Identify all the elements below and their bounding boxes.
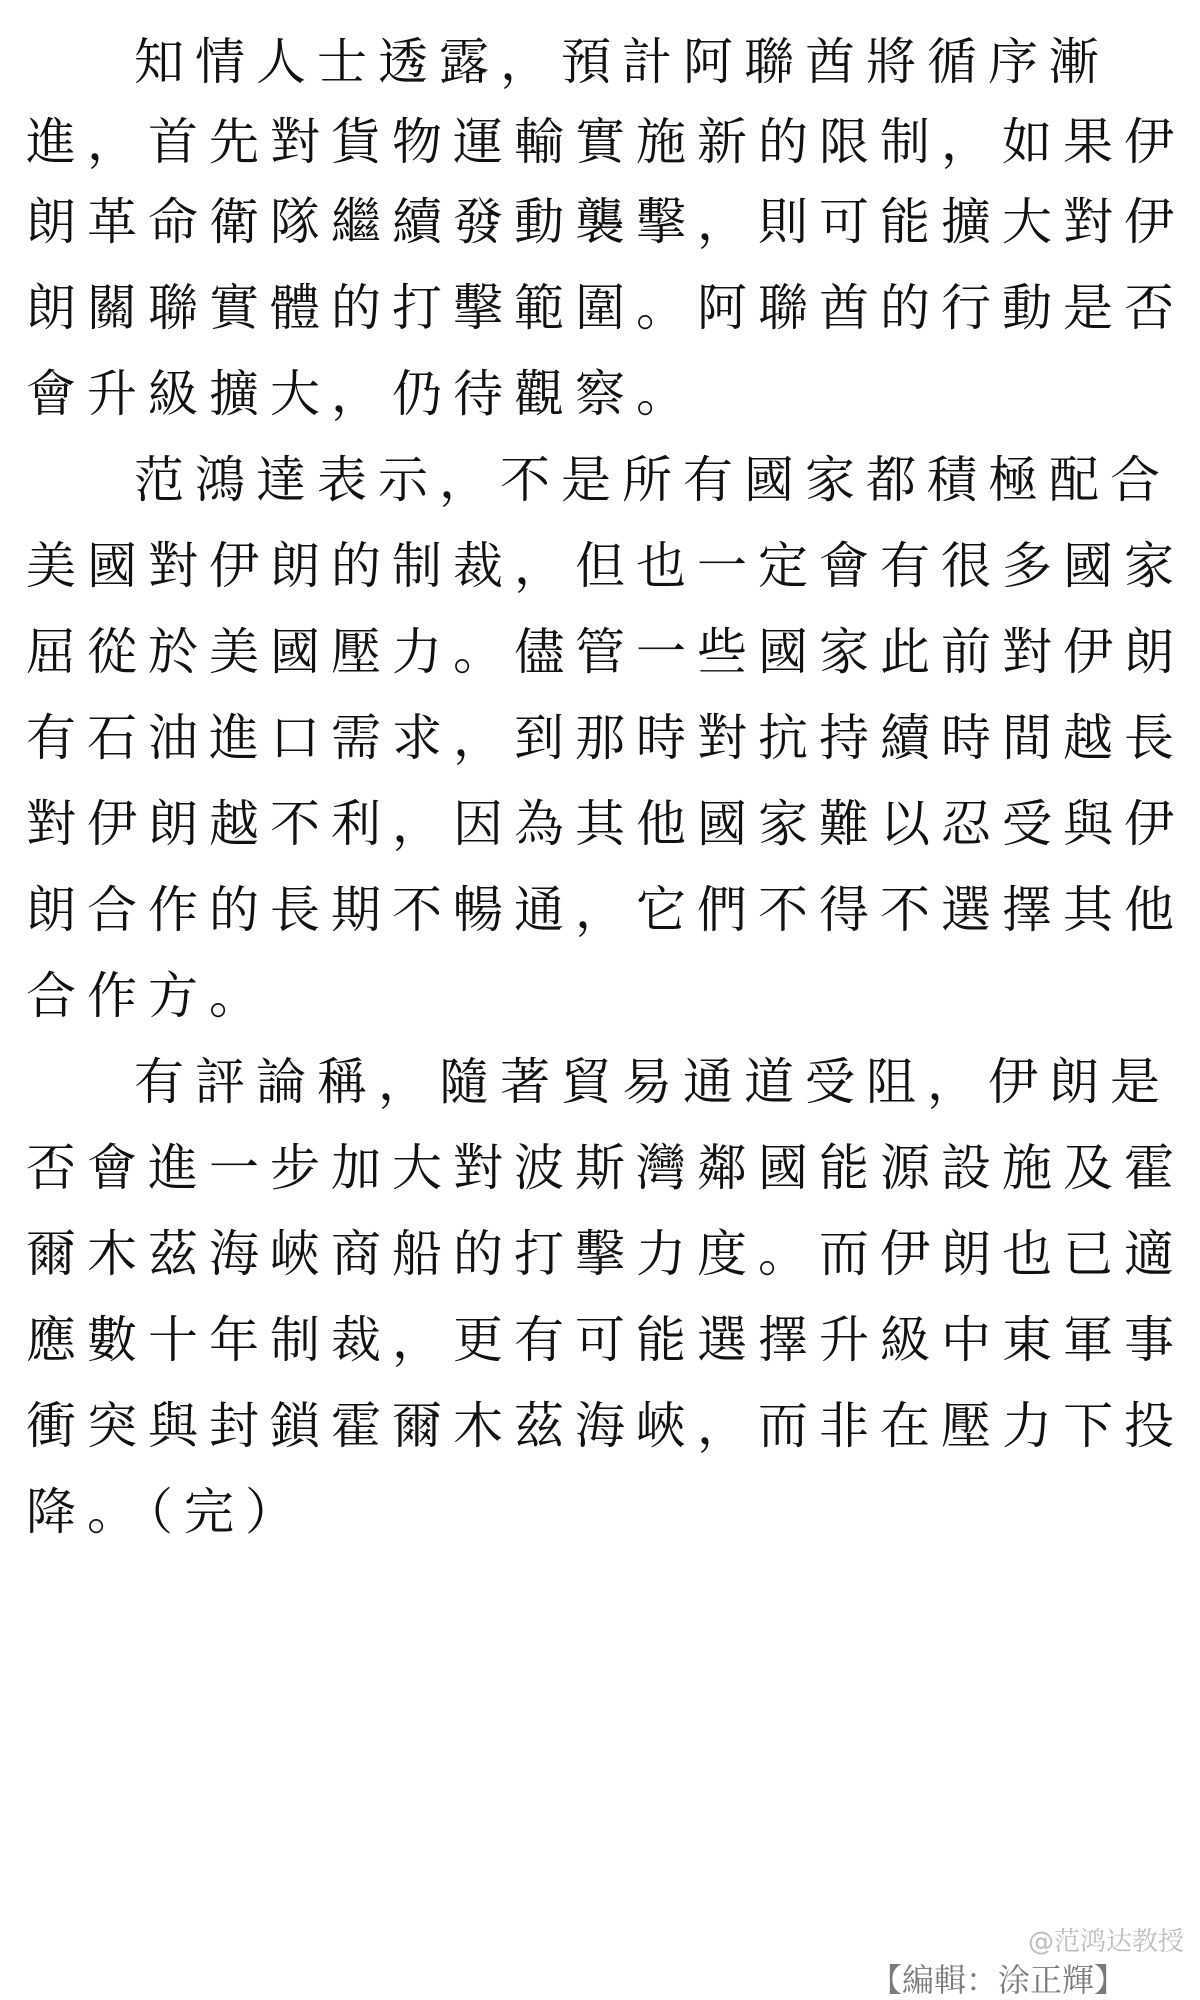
paragraph-2-line-6: 朗合作的長期不暢通，它們不得不選擇其他 bbox=[26, 881, 1185, 939]
paragraph-1-line-4: 朗關聯實體的打擊範圍。阿聯酋的行動是否 bbox=[26, 279, 1185, 337]
paragraph-3-line-2: 否會進一步加大對波斯灣鄰國能源設施及霍 bbox=[26, 1139, 1185, 1197]
editor-note: 【編輯：涂正輝】 bbox=[870, 1961, 1127, 1999]
paragraph-2-line-7: 合作方。 bbox=[26, 967, 270, 1025]
paragraph-2-line-1: 范鴻達表示，不是所有國家都積極配合 bbox=[134, 451, 1171, 509]
paragraph-1-line-1: 知情人士透露，預計阿聯酋將循序漸 bbox=[134, 33, 1110, 91]
paragraph-3-line-6: 降。（完） bbox=[26, 1483, 306, 1541]
paragraph-2-line-4: 有石油進口需求，到那時對抗持續時間越長 bbox=[26, 709, 1185, 767]
watermark: @范鸿达教授 bbox=[1027, 1927, 1184, 1957]
paragraph-1-line-5: 會升級擴大，仍待觀察。 bbox=[26, 365, 697, 423]
paragraph-2-line-3: 屈從於美國壓力。儘管一些國家此前對伊朗 bbox=[26, 623, 1185, 681]
paragraph-3-line-4: 應數十年制裁，更有可能選擇升級中東軍事 bbox=[26, 1311, 1185, 1369]
paragraph-2-line-5: 對伊朗越不利，因為其他國家難以忍受與伊 bbox=[26, 795, 1185, 853]
paragraph-1-line-2: 進，首先對貨物運輸實施新的限制，如果伊 bbox=[26, 113, 1185, 171]
paragraph-3-line-1: 有評論稱，隨著貿易通道受阻，伊朗是 bbox=[134, 1053, 1171, 1111]
paragraph-3-line-3: 爾木茲海峽商船的打擊力度。而伊朗也已適 bbox=[26, 1225, 1185, 1283]
paragraph-2-line-2: 美國對伊朗的制裁，但也一定會有很多國家 bbox=[26, 537, 1185, 595]
paragraph-3-line-5: 衝突與封鎖霍爾木茲海峽，而非在壓力下投 bbox=[26, 1397, 1185, 1455]
paragraph-1-line-3: 朗革命衛隊繼續發動襲擊，則可能擴大對伊 bbox=[26, 193, 1185, 251]
